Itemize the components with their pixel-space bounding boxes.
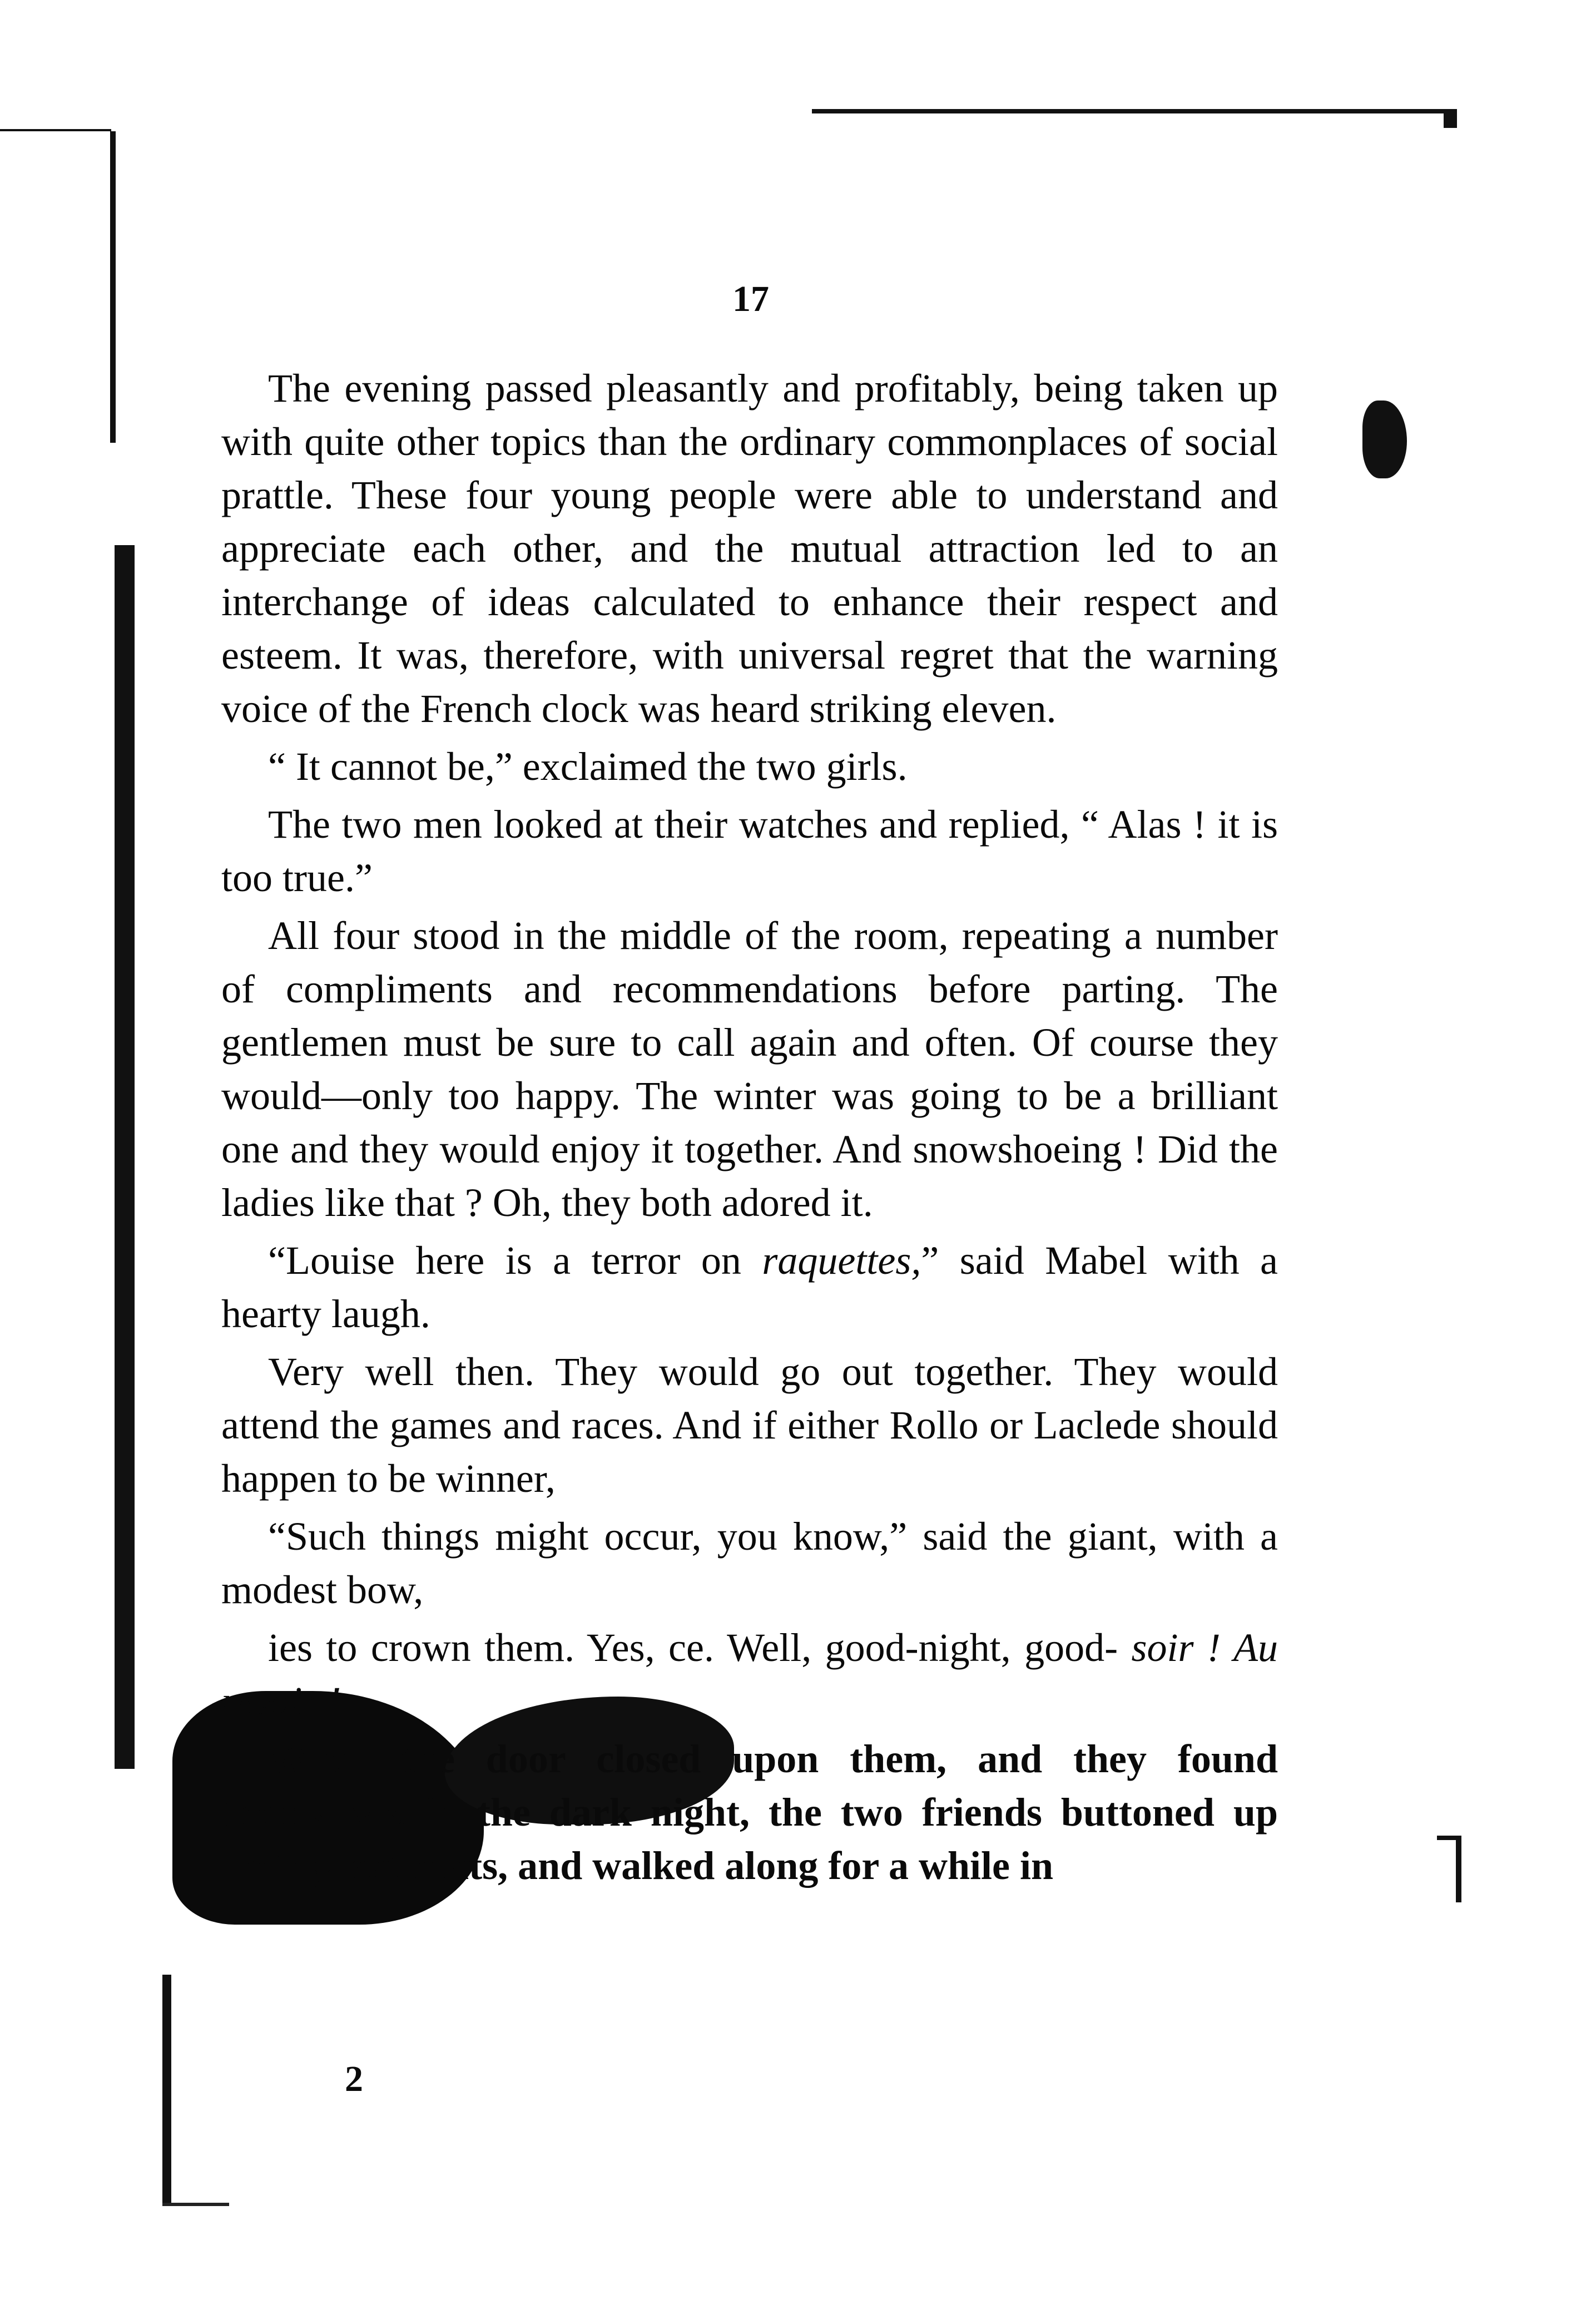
paragraph-alas: The two men looked at their watches and replied, “ Alas ! it is too true.”	[221, 802, 1278, 900]
paragraph-four-stood: All four stood in the middle of the room, repeating a number of compliments and recommendations before parting. The gentlemen must be sure to call again and often. Of course they would—only too happy. The winter was going to be a brilliant one and they would enjoy it together. And snowshoeing ! Did the ladies like that ? Oh, they both adored it.	[221, 913, 1278, 1225]
scan-edge-marker	[1456, 1836, 1461, 1902]
paragraph-obscured-italic: soir ! Au revoir !	[221, 1625, 1278, 1723]
paragraph-louise-italic: raquettes,	[762, 1238, 921, 1283]
scan-spine-shadow-upper	[110, 131, 116, 443]
paragraph-obscured-start: ies to crown them. Yes, ce. Well, good-night, good-	[268, 1625, 1132, 1670]
paragraph-evening: The evening passed pleasantly and profitably, being taken up with quite other topics than the ordinary commonplaces of social prattle. These four young people were able to understand and appreciate each other, and the mutual attraction led to an interchange of ideas calculated to enhance their respect and esteem. It was, therefore, with universal regret that the warning voice of the French clock was heard striking eleven.	[221, 366, 1278, 731]
paragraph-louise-start: “Louise here is a terror on	[268, 1238, 762, 1283]
ink-blot	[1362, 400, 1407, 478]
body-text	[221, 362, 1278, 1897]
paragraph-louise	[221, 1234, 1278, 1341]
paragraph-door-closed: When the door closed upon them, and they found themselves in the dark night, the two friends buttoned up their great coats, and walked along for a while in	[221, 1737, 1278, 1888]
scan-edge-rule-left	[0, 129, 111, 131]
paragraph-very-well: Very well then. They would go out together. They would attend the games and races. And if either Rollo or Laclede should happen to be winner,	[221, 1349, 1278, 1501]
paragraph-such-things: “Such things might occur, you know,” said the giant, with a modest bow,	[221, 1514, 1278, 1612]
signature-mark: 2	[345, 2059, 363, 2099]
page-number: 17	[732, 279, 769, 319]
scan-spine-shadow-bottom	[162, 1975, 171, 2203]
paragraph-cannot-be: “ It cannot be,” exclaimed the two girls.	[268, 744, 908, 789]
scan-spine-shadow-lower	[115, 545, 135, 1769]
paragraph-louise-end: ” said Mabel with a hearty laugh.	[221, 1238, 1278, 1336]
scan-edge-rule-right	[812, 109, 1457, 113]
paragraph-obscured	[221, 1621, 1278, 1728]
